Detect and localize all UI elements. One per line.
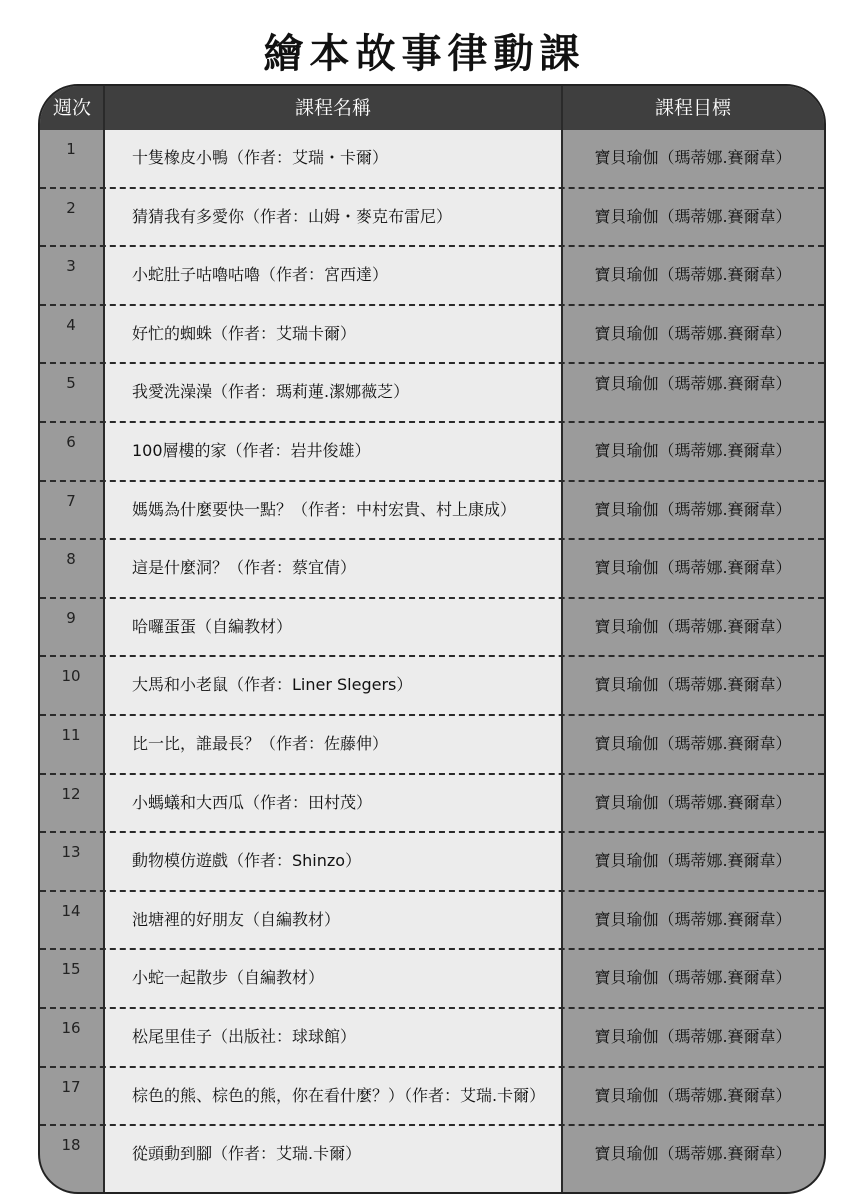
table-row [40,833,824,892]
course-goal: 寶貝瑜伽（瑪蒂娜.賽爾韋） [594,374,792,394]
week-number: 1 [66,140,76,158]
course-goal: 寶貝瑜伽（瑪蒂娜.賽爾韋） [594,792,792,812]
week-number: 2 [66,198,76,217]
table-row [40,892,824,951]
course-name: 從頭動到腳（作者：艾瑞.卡爾） [132,1144,362,1164]
course-goal: 寶貝瑜伽（瑪蒂娜.賽爾韋） [594,206,792,226]
table-row [40,364,824,423]
course-goal: 寶貝瑜伽（瑪蒂娜.賽爾韋） [594,968,792,988]
course-name: 小螞蟻和大西瓜（作者：田村茂） [132,792,373,812]
table-row [40,950,824,1009]
course-name: 棕色的熊、棕色的熊，你在看什麼？）（作者：艾瑞.卡爾） [132,1085,546,1105]
course-goal: 寶貝瑜伽（瑪蒂娜.賽爾韋） [594,148,792,167]
course-name: 好忙的蜘蛛（作者：艾瑞卡爾） [132,323,357,343]
course-goal: 寶貝瑜伽（瑪蒂娜.賽爾韋） [594,558,792,578]
table-row [40,247,824,306]
table-row [40,1009,824,1068]
table-body [40,130,824,1185]
course-name: 媽媽為什麼要快一點？（作者：中村宏貴、村上康成） [132,499,517,519]
course-name: 動物模仿遊戲（作者：Shinzo） [132,851,362,871]
week-number: 16 [61,1018,81,1037]
table-row [40,657,824,716]
course-goal: 寶貝瑜伽（瑪蒂娜.賽爾韋） [594,1144,792,1164]
course-goal: 寶貝瑜伽（瑪蒂娜.賽爾韋） [594,323,792,343]
header-week: 週次 [52,97,91,119]
table-row [40,540,824,599]
course-name: 我愛洗澡澡（作者：瑪莉蓮.潔娜薇芝） [132,382,410,402]
course-name: 池塘裡的好朋友（自編教材） [132,909,341,929]
table-row [40,775,824,834]
course-name: 小蛇一起散步（自編教材） [132,968,325,988]
header-course-goal: 課程目標 [654,97,731,119]
week-number: 4 [66,315,76,334]
course-name: 100層樓的家（作者：岩井俊雄） [132,440,371,460]
course-name: 猜猜我有多愛你（作者：山姆・麥克布雷尼） [132,206,453,226]
course-name: 松尾里佳子（出版社：球球館） [132,1026,357,1046]
table-row [40,1126,824,1185]
course-name: 哈囉蛋蛋（自編教材） [132,616,293,636]
week-number: 7 [66,491,76,510]
table-row [40,130,824,189]
table-row [40,716,824,775]
week-number: 12 [61,784,81,803]
week-number: 6 [66,432,76,451]
week-number: 14 [61,901,81,920]
course-table [38,84,826,1194]
table-header [40,86,824,130]
course-goal: 寶貝瑜伽（瑪蒂娜.賽爾韋） [594,675,792,695]
week-number: 9 [66,608,76,627]
week-number: 17 [61,1077,81,1096]
week-number: 15 [61,960,81,979]
table-row [40,482,824,541]
course-name: 這是什麼洞？（作者：蔡宜倩） [132,558,357,578]
course-goal: 寶貝瑜伽（瑪蒂娜.賽爾韋） [594,1085,792,1105]
week-number: 18 [61,1136,81,1155]
table-row [40,306,824,365]
week-number: 13 [61,843,81,862]
course-goal: 寶貝瑜伽（瑪蒂娜.賽爾韋） [594,499,792,519]
course-goal: 寶貝瑜伽（瑪蒂娜.賽爾韋） [594,733,792,753]
table-row [40,423,824,482]
course-goal: 寶貝瑜伽（瑪蒂娜.賽爾韋） [594,1026,792,1046]
course-name: 小蛇肚子咕嚕咕嚕（作者：宮西達） [132,265,389,285]
week-number: 11 [61,725,81,744]
course-name: 十隻橡皮小鴨（作者：艾瑞・卡爾） [132,148,389,167]
course-goal: 寶貝瑜伽（瑪蒂娜.賽爾韋） [594,616,792,636]
week-number: 10 [61,667,81,686]
week-number: 5 [66,374,76,393]
table-row [40,189,824,248]
header-course-name: 課程名稱 [294,97,371,119]
course-goal: 寶貝瑜伽（瑪蒂娜.賽爾韋） [594,909,792,929]
course-goal: 寶貝瑜伽（瑪蒂娜.賽爾韋） [594,440,792,460]
week-number: 8 [66,550,76,569]
course-goal: 寶貝瑜伽（瑪蒂娜.賽爾韋） [594,851,792,871]
course-name: 比一比，誰最長？（作者：佐藤伸） [132,733,389,753]
course-name: 大馬和小老鼠（作者：Liner Slegers） [132,675,413,695]
table-row [40,1068,824,1127]
week-number: 3 [66,257,76,276]
course-goal: 寶貝瑜伽（瑪蒂娜.賽爾韋） [594,265,792,285]
table-row [40,599,824,658]
page-title: 繪本故事律動課 [263,31,586,77]
